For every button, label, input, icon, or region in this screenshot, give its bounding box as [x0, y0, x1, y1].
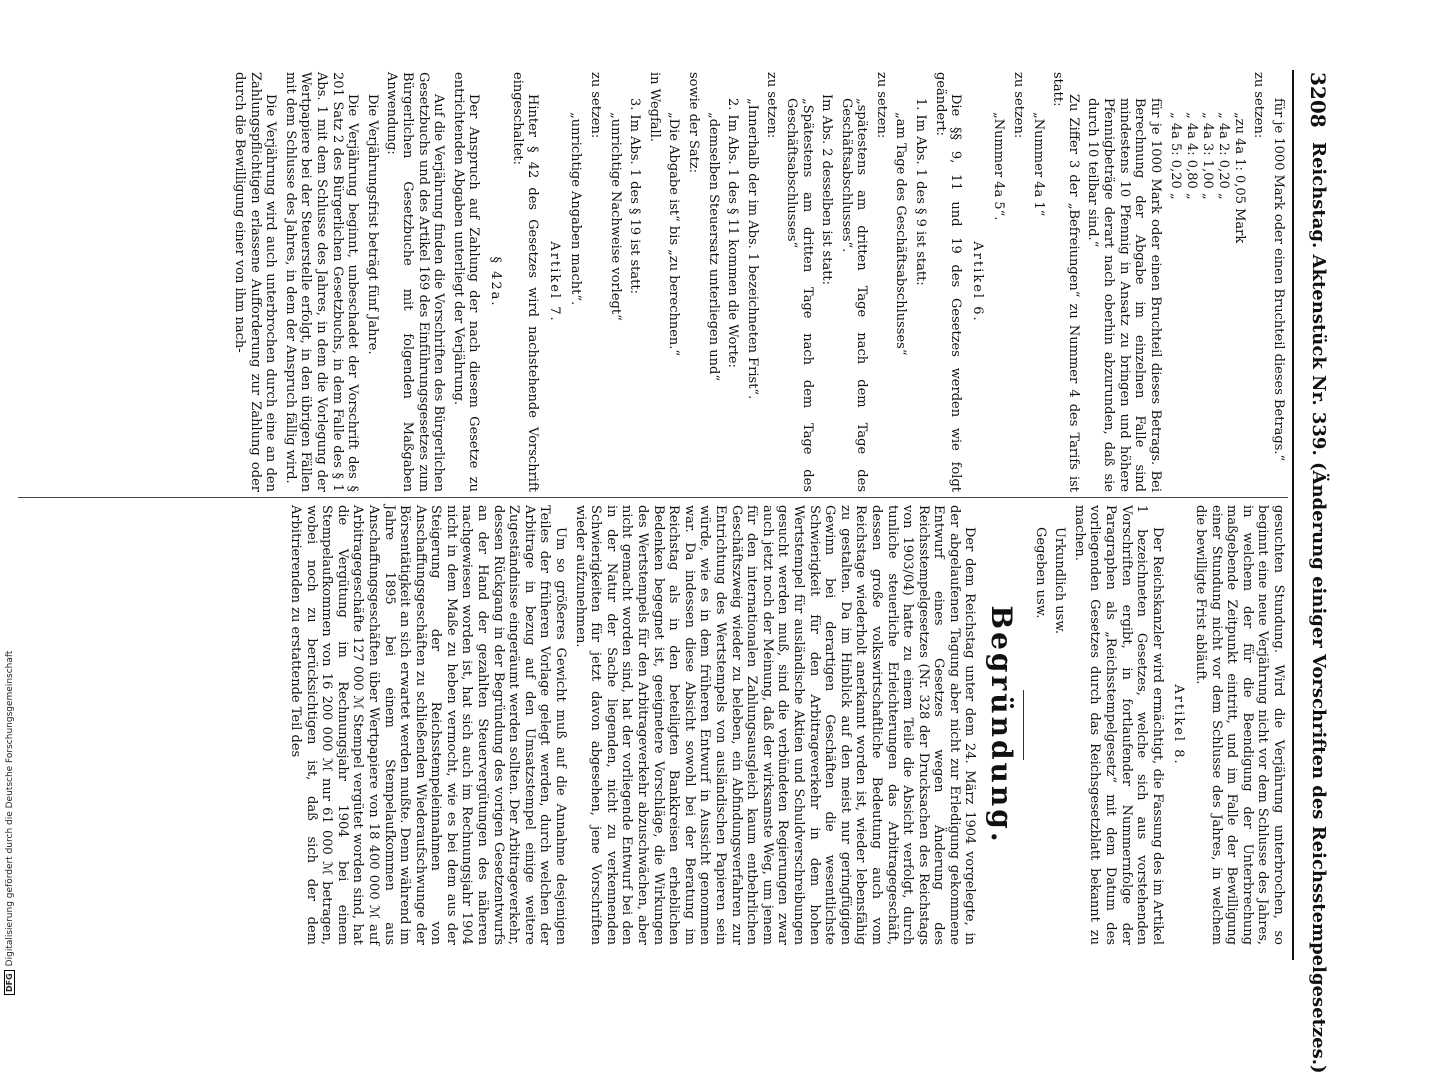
paragraph: zu setzen:	[588, 72, 603, 139]
quote: „Innerhalb der im Abs. 1 bezeichneten Frist“.	[744, 98, 760, 400]
paragraph: Die Verjährungsfrist beträgt fünf Jahre.	[364, 94, 380, 355]
paragraph: Der Reichskanzler wird ermächtigt, die Fassung des im Artikel 1 bezeichneten Gesetzes, welche sich aus vorstehenden Vorschriften ergibt, in fortlaufender Nummernfolge der Paragraphen als „Reichsstempelgesetz“ mit dem Datum des vorliegenden Gesetzes durch das Reichsgesetzblatt bekannt zu machen.	[1071, 505, 1165, 945]
right-column	[283, 505, 1286, 945]
rate-row: „ 4a 4: 0,80 „	[1183, 112, 1199, 200]
paragraph: Hinter § 42 des Gesetzes wird nachstehende Vorschrift eingeschaltet:	[509, 72, 541, 492]
quote: „spätestens am dritten Tage nach dem Tage des Geschäftsabschlusses“.	[838, 98, 870, 492]
page-number: 3208	[1306, 72, 1330, 128]
paragraph: Im Abs. 2 desselben ist statt:	[819, 94, 835, 286]
rate-row: „zu 4a 1: 0,05 Mark	[1231, 112, 1247, 244]
header-rule	[1292, 70, 1294, 960]
quote: „Die Abgabe ist“ bis „zu berechnen.“	[666, 112, 682, 357]
quote: „am Tage des Geschäftsabschlusses“	[893, 112, 909, 356]
paragraph: gesuchten Stundung. Wird die Verjährung unterbrochen, so beginnt eine neue Verjährung nicht vor dem Schlusse des Jahres, in welchem der für die Beendigung der Unterbrechung maßgebende Zeitpunkt eintritt, und im Falle der Bewilligung einer Stundung nicht vor dem Schlusse des Jahres, in welchem die bewilligte Frist abläuft.	[1193, 505, 1286, 945]
paragraph: für je 1000 Mark oder einen Bruchteil dieses Betrags.“	[1271, 98, 1286, 462]
quote: „unrichtige Nachweise vorlegt“	[607, 112, 623, 321]
paragraph: Zu Ziffer 3 der „Befreiungen“ zu Nummer 4 des Tarifs ist statt:	[1050, 72, 1081, 492]
paragraph: in Wegfall.	[646, 72, 662, 142]
paragraph: Gegeben usw.	[1032, 527, 1048, 619]
paragraph: 1. Im Abs. 1 des § 9 ist statt:	[913, 98, 929, 286]
paragraph: zu setzen:	[1011, 72, 1027, 139]
rate-row: „ 4a 5: 0,20 „	[1167, 112, 1183, 200]
page-title: Reichstag. Aktenstück Nr. 339. (Änderung einiger Vorschriften des Reichsstempelgesetzes.)	[1308, 142, 1329, 1073]
article-heading: Artikel 8.	[1171, 684, 1187, 766]
article-heading: Artikel 7.	[546, 241, 562, 323]
paragraph: Die §§ 9, 11 und 19 des Gesetzes werden wie folgt geändert:	[932, 72, 964, 492]
quote: „Nummer 4a 5“.	[991, 112, 1007, 221]
page-header	[1300, 72, 1334, 1073]
quote: „Spätestens am dritten Tage nach dem Tage des Geschäftsabschlusses“	[783, 98, 815, 492]
quote: „Nummer 4a 1“	[1030, 112, 1046, 217]
article-heading: Artikel 6.	[969, 241, 985, 323]
left-column	[228, 72, 1286, 492]
paragraph: zu setzen:	[873, 72, 889, 139]
paragraph: Der dem Reichstag unter dem 24. März 1904 vorgelegte, in der abgelaufenen Tagung aber nicht zur Erledigung gekommene Entwurf eines Gesetzes wegen Änderung des Reichsstempelgesetzes (Nr. 328 der Drucksachen des Reichstags von 1903/04) hatte zu einem Teile die Absicht verfolgt, durch tunliche steuerliche Erleichterungen das Arbitragegeschäft, dessen große volkswirtschaftliche Bedeutung auch vom Reichstage wiederholt anerkannt worden ist, wieder lebensfähig zu gestalten. Da im Hinblick auf den meist nur geringfügigen Gewinn bei derartigen Geschäften die wesentlichste Schwierigkeit für den Arbitrageverkehr in dem hohen Wertstempel für ausländische Aktien und Schuldverschreibungen gesucht werden muß, sind die verbündeten Regierungen zwar auch jetzt noch der Meinung, daß der wirksamste Weg, um jenem für den internationalen Zahlungsausgleich kaum entbehrlichen Geschäftszweig wieder zu beleben, ein Abfindungsverfahren zur Entrichtung des Wertstempels von ausländischen Papieren sein würde, wie es in dem früheren Entwurf in Aussicht genommen war. Da indessen diese Absicht sowohl bei der Beratung im Reichstag als in den beteiligten Bankkreisen erheblichen Bedenken begegnet ist, geeignetere Vorschläge, die Wirkungen des Wertstempels für den Arbitrageverkehr abzuschwächen, aber nicht gemacht worden sind, hat der vorliegende Entwurf bei den in der Natur der Sache liegenden, nicht zu verkennenden Schwierigkeiten für jetzt davon abgesehen, jene Vorschriften wieder aufzunehmen.	[572, 505, 978, 945]
paragraph: für je 1000 Mark oder einen Bruchteil dieses Betrags. Bei Berechnung der Abgabe im einzelnen Falle sind mindestens 10 Pfennig in Ansatz zu bringen und höhere Pfennigbeträge derart nach oberhin abzurunden, daß sie durch 10 teilbar sind.“	[1085, 98, 1163, 492]
credit-text: Digitalisierung gefördert durch die Deutsche Forschungsgemeinschaft	[5, 650, 15, 967]
paragraph: zu setzen:	[764, 72, 780, 139]
quote: „unrichtige Angaben macht“.	[568, 112, 584, 306]
paragraph: Der Anspruch auf Zahlung der nach diesem Gesetze zu entrichtenden Abgaben unterliegt der Verjährung.	[450, 72, 482, 492]
paragraph: Auf die Verjährung finden die Vorschriften des Bürgerlichen Gesetzbuchs und des Artikel 169 des Einführungsgesetzes zum Bürgerlichen Gesetzbuche mit folgenden Maßgaben Anwendung:	[384, 72, 447, 492]
paragraph: Die Verjährung beginnt, unbeschadet der Vorschrift des § 201 Satz 2 des Bürgerlichen Gesetzbuchs, in dem Falle des § 1 Abs. 1 mit dem Schlusse des Jahres, in dem die Vorlegung der Wertpapiere bei der Steuerstelle erfolgt, in den übrigen Fällen mit dem Schlusse des Jahres, in dem der Anspruch fällig wird.	[282, 72, 361, 492]
paragraph: zu setzen:	[1251, 72, 1267, 139]
quote: „demselben Steuersatz unterliegen und“	[705, 112, 721, 381]
paragraph: Um so größeres Gewicht muß auf die Annahme desjenigen Teiles der früheren Vorlage gelegt werden, durch welchen der Arbitrage in bezug auf den Umsatzstempel einige weitere Zugeständnisse eingeräumt werden sollten. Der Arbitrageverkehr, dessen Rückgang in der Begründung des vorigen Gesetzentwurfs an der Hand der gezahlten Steuervergütungen des näheren nachgewiesen worden ist, hat sich auch im Rechnungsjahr 1904 nicht in dem Maße zu heben vermocht, wie es bei dem aus der Steigerung der Reichsstempeleinnahmen von Anschaffungsgeschäften zu schließenden Wiederaufschwunge der Börsentätigkeit an sich erwartet werden mußte. Denn während im Jahre 1895 bei einem Stempelaufkommen aus Anschaffungsgeschäften über Wertpapiere von 18 400 000 ℳ auf Arbitragegeschäfte 127 000 ℳ Stempel vergütet worden sind, hat die Vergütung im Rechnungsjahr 1904 bei einem Stempelaufkommen von 16 200 000 ℳ nur 61 000 ℳ betragen, wobei noch zu berücksichtigen ist, daß sich der dem Arbitrierenden zu erstattende Teil des	[287, 505, 569, 945]
separator-rule	[1023, 690, 1024, 760]
rate-row: „ 4a 2: 0,20 „	[1215, 112, 1231, 200]
paragraph: 2. Im Abs. 1 des § 11 kommen die Worte:	[725, 98, 741, 368]
paragraph: 3. Im Abs. 1 des § 19 ist statt:	[627, 98, 643, 294]
rate-table	[1167, 72, 1247, 492]
section-heading: § 42a.	[488, 256, 504, 308]
paragraph: Die Verjährung wird auch unterbrochen durch eine an den Zahlungspflichtigen erlassene Aufforderung zur Zahlung oder durch die Bewilligung einer von ihm nach-	[232, 72, 279, 492]
section-title: Begründung.	[985, 605, 1019, 845]
paragraph: Urkundlich usw.	[1052, 527, 1068, 634]
rate-row: „ 4a 3: 1,00 „	[1199, 112, 1215, 200]
paragraph: sowie der Satz:	[685, 72, 701, 174]
dfg-logo: DFG	[4, 970, 15, 995]
column-divider	[18, 497, 1288, 498]
